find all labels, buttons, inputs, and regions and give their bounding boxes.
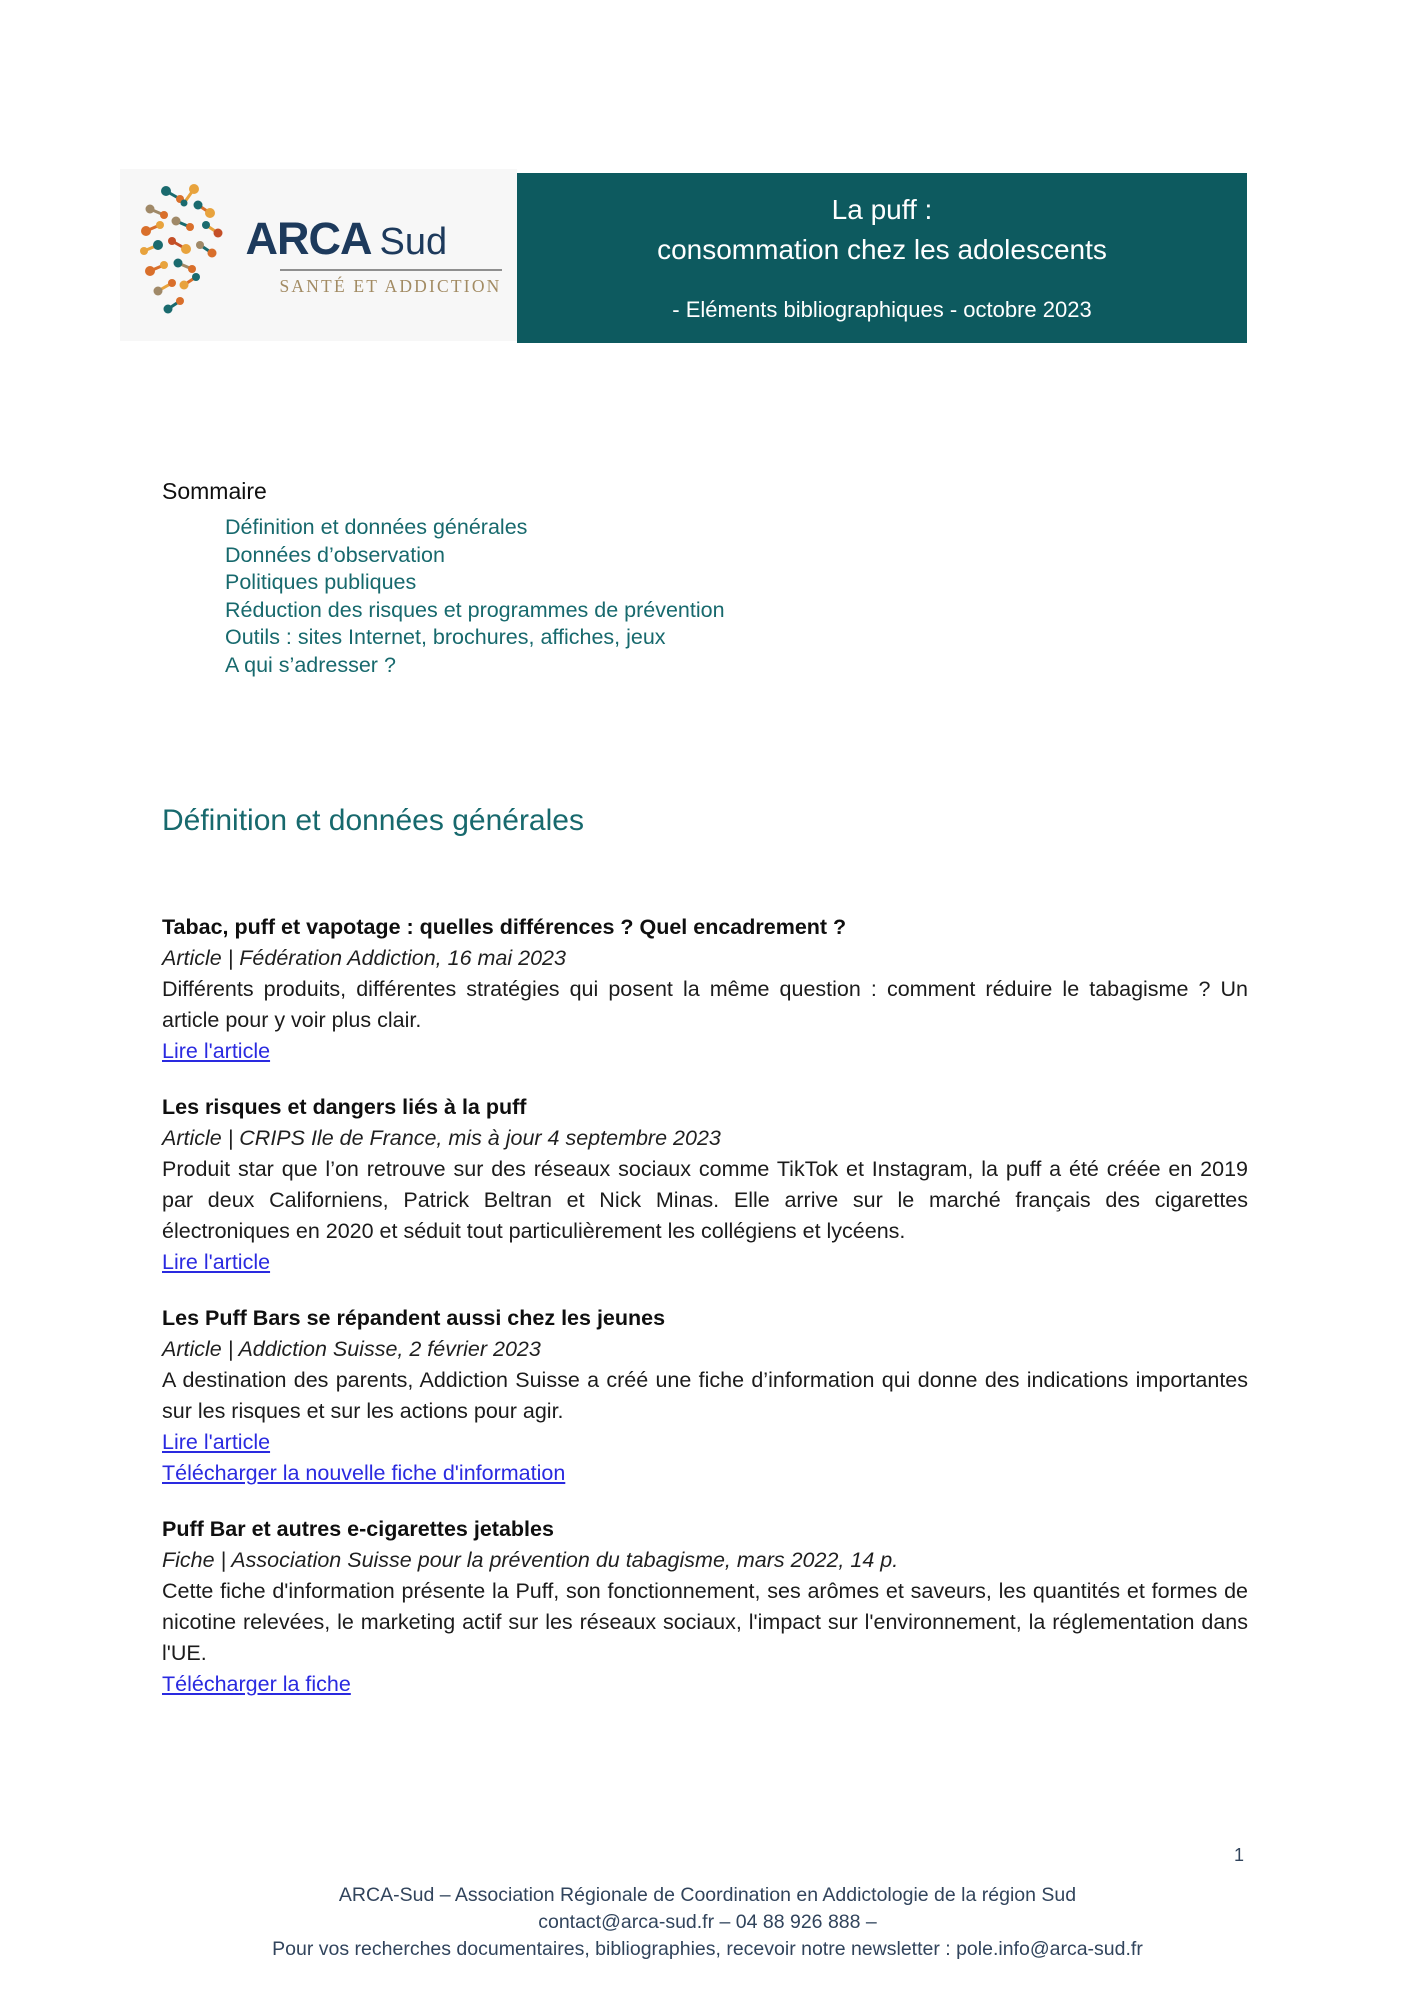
- read-article-link[interactable]: Lire l'article: [162, 1039, 271, 1063]
- article-body: A destination des parents, Addiction Suisse a créé une fiche d’information qui donne des indications importantes sur les risques et sur les actions pour agir.: [162, 1368, 1248, 1423]
- download-fiche-link[interactable]: Télécharger la fiche: [162, 1672, 351, 1696]
- toc-title: Sommaire: [162, 478, 267, 504]
- logo-brand-arca: ARCA: [245, 213, 372, 264]
- banner-title-line1: La puff :: [831, 194, 933, 225]
- toc-item-definition[interactable]: Définition et données générales: [225, 515, 528, 539]
- article-entry: [162, 1514, 1248, 1700]
- toc-item-adresser[interactable]: A qui s’adresser ?: [225, 652, 396, 677]
- download-fiche-link[interactable]: Télécharger la nouvelle fiche d'information: [162, 1461, 566, 1485]
- banner-subtitle: - Eléments bibliographiques - octobre 2023: [672, 297, 1092, 322]
- read-article-link[interactable]: Lire l'article: [162, 1250, 271, 1274]
- article-entry: [162, 912, 1248, 1067]
- logo-divider: [280, 269, 502, 271]
- page-number: 1: [1234, 1845, 1245, 1865]
- toc-item-observation[interactable]: Données d’observation: [225, 542, 445, 567]
- toc-item-reduction[interactable]: Réduction des risques et programmes de prévention: [225, 597, 725, 622]
- article-title: Tabac, puff et vapotage : quelles différences ? Quel encadrement ?: [162, 915, 847, 939]
- article-entry: [162, 1303, 1248, 1489]
- title-banner: [517, 173, 1247, 343]
- section-heading: Définition et données générales: [162, 804, 584, 837]
- article-body: Cette fiche d'information présente la Puff, son fonctionnement, ses arômes et saveurs, les quantités et formes de nicotine relevées, le marketing actif sur les réseaux sociaux, l'impact sur l'environnement, la réglementation dans l'UE.: [162, 1579, 1248, 1665]
- toc-list: [225, 514, 725, 679]
- footer-newsletter-line: Pour vos recherches documentaires, bibliographies, recevoir notre newsletter : pole.info@arca-sud.fr: [272, 1938, 1143, 1960]
- article-list: [162, 912, 1248, 1725]
- article-source: Article | Fédération Addiction, 16 mai 2023: [162, 946, 566, 970]
- toc-item-outils[interactable]: Outils : sites Internet, brochures, affiches, jeux: [225, 625, 666, 649]
- footer-contact-line: contact@arca-sud.fr – 04 88 926 888 –: [538, 1911, 877, 1933]
- article-source: Article | CRIPS Ile de France, mis à jour 4 septembre 2023: [162, 1126, 721, 1150]
- toc-item-politiques[interactable]: Politiques publiques: [225, 570, 417, 594]
- article-source: Article | Addiction Suisse, 2 février 2023: [162, 1337, 541, 1361]
- article-entry: [162, 1092, 1248, 1278]
- page-footer: [0, 1882, 1415, 1963]
- logo-brand-sud: Sud: [379, 221, 448, 263]
- arca-sud-logo: [120, 169, 517, 341]
- article-source: Fiche | Association Suisse pour la prévention du tabagisme, mars 2022, 14 p.: [162, 1548, 899, 1572]
- footer-org-line: ARCA-Sud – Association Régionale de Coordination en Addictologie de la région Sud: [338, 1884, 1077, 1906]
- article-body: Produit star que l’on retrouve sur des réseaux sociaux comme TikTok et Instagram, la puff a été créée en 2019 par deux Californiens, Patrick Beltran et Nick Minas. Elle arrive sur le marché français des cigarettes électroniques en 2020 et séduit tout particulièrement les collégiens et lycéens.: [162, 1157, 1248, 1243]
- banner-title-line2: consommation chez les adolescents: [657, 234, 1107, 265]
- article-title: Les risques et dangers liés à la puff: [162, 1095, 527, 1119]
- molecule-logo-icon: [136, 179, 240, 332]
- article-title: Puff Bar et autres e-cigarettes jetables: [162, 1517, 554, 1541]
- table-of-contents: [162, 476, 725, 679]
- logo-text: [246, 213, 502, 297]
- article-body: Différents produits, différentes stratégies qui posent la même question : comment réduire le tabagisme ? Un article pour y voir plus clair.: [162, 977, 1248, 1032]
- read-article-link[interactable]: Lire l'article: [162, 1430, 271, 1454]
- logo-tagline: SANTÉ ET ADDICTION: [279, 276, 502, 296]
- article-title: Les Puff Bars se répandent aussi chez les jeunes: [162, 1306, 666, 1330]
